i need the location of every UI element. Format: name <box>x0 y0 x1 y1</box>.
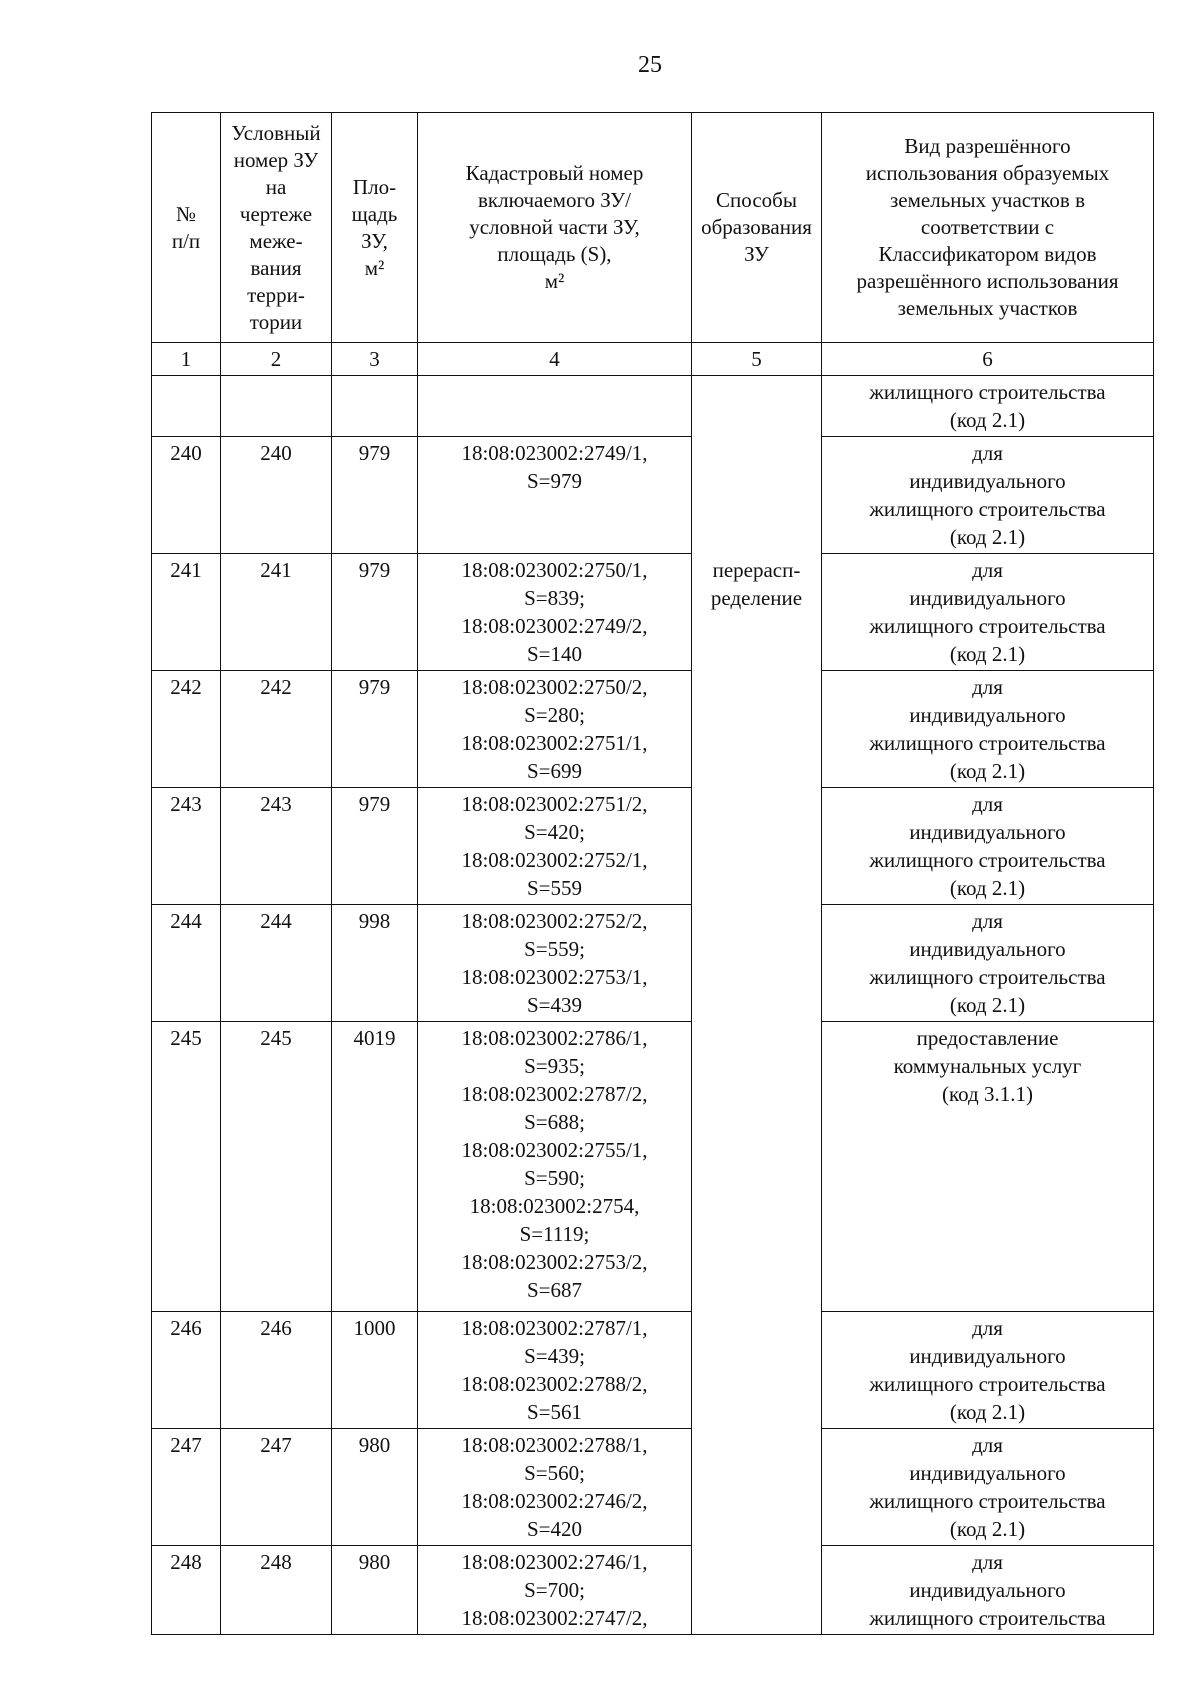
conditional-number: 242 <box>221 671 332 788</box>
conditional-number: 248 <box>221 1546 332 1635</box>
table-row <box>152 905 1154 1022</box>
table-row <box>152 671 1154 788</box>
header-row <box>152 113 1154 343</box>
table-row <box>152 1546 1154 1635</box>
column-number: 2 <box>221 343 332 376</box>
table-row <box>152 1312 1154 1429</box>
plot-area: 998 <box>332 905 418 1022</box>
plot-area: 1000 <box>332 1312 418 1429</box>
row-number: 248 <box>152 1546 221 1635</box>
cadastral-numbers: 18:08:023002:2787/1, S=439; 18:08:023002:2788/2, S=561 <box>418 1312 692 1429</box>
conditional-number: 241 <box>221 554 332 671</box>
row-number: 244 <box>152 905 221 1022</box>
permitted-use: для индивидуального жилищного строительства (код 2.1) <box>822 905 1154 1022</box>
permitted-use: для индивидуального жилищного строительства (код 2.1) <box>822 437 1154 554</box>
header-permitted-use: Вид разрешённого использования образуемых земельных участков в соответствии с Классификатором видов разрешённого использования земельных участков <box>822 113 1154 343</box>
column-number: 4 <box>418 343 692 376</box>
row-number: 243 <box>152 788 221 905</box>
permitted-use: для индивидуального жилищного строительства <box>822 1546 1154 1635</box>
table-row <box>152 788 1154 905</box>
plot-area: 979 <box>332 437 418 554</box>
plot-area: 980 <box>332 1546 418 1635</box>
column-number: 1 <box>152 343 221 376</box>
plot-area: 979 <box>332 554 418 671</box>
cadastral-numbers: 18:08:023002:2752/2, S=559; 18:08:023002:2753/1, S=439 <box>418 905 692 1022</box>
conditional-number: 245 <box>221 1022 332 1312</box>
permitted-use: для индивидуального жилищного строительства (код 2.1) <box>822 671 1154 788</box>
land-plots-table <box>151 112 1154 1635</box>
row-number: 247 <box>152 1429 221 1546</box>
cadastral-numbers: 18:08:023002:2746/1, S=700; 18:08:023002:2747/2, <box>418 1546 692 1635</box>
header-number: № п/п <box>152 113 221 343</box>
cadastral-numbers: 18:08:023002:2749/1, S=979 <box>418 437 692 554</box>
conditional-number: 246 <box>221 1312 332 1429</box>
row-number: 240 <box>152 437 221 554</box>
formation-method: перерасп- ределение <box>692 554 822 1635</box>
permitted-use: для индивидуального жилищного строительства (код 2.1) <box>822 554 1154 671</box>
table-row <box>152 437 1154 554</box>
permitted-use: для индивидуального жилищного строительства (код 2.1) <box>822 1312 1154 1429</box>
table-row <box>152 1429 1154 1546</box>
cadastral-numbers: 18:08:023002:2751/2, S=420; 18:08:023002:2752/1, S=559 <box>418 788 692 905</box>
table-row <box>152 1022 1154 1312</box>
cadastral-numbers: 18:08:023002:2788/1, S=560; 18:08:023002:2746/2, S=420 <box>418 1429 692 1546</box>
plot-area: 980 <box>332 1429 418 1546</box>
continuation-row <box>152 376 1154 437</box>
row-number: 246 <box>152 1312 221 1429</box>
column-number-row <box>152 343 1154 376</box>
conditional-number: 244 <box>221 905 332 1022</box>
table-row <box>152 554 1154 671</box>
plot-area: 4019 <box>332 1022 418 1312</box>
column-number: 5 <box>692 343 822 376</box>
permitted-use: для индивидуального жилищного строительства (код 2.1) <box>822 788 1154 905</box>
row-number: 242 <box>152 671 221 788</box>
permitted-use: предоставление коммунальных услуг (код 3.1.1) <box>822 1022 1154 1312</box>
header-cadastral-number: Кадастровый номер включаемого ЗУ/ условной части ЗУ, площадь (S), м² <box>418 113 692 343</box>
conditional-number: 247 <box>221 1429 332 1546</box>
page-number: 25 <box>638 52 662 78</box>
row-number: 241 <box>152 554 221 671</box>
conditional-number: 243 <box>221 788 332 905</box>
header-formation-method: Способы образования ЗУ <box>692 113 822 343</box>
permitted-use: для индивидуального жилищного строительства (код 2.1) <box>822 1429 1154 1546</box>
column-number: 3 <box>332 343 418 376</box>
conditional-number: 240 <box>221 437 332 554</box>
cadastral-numbers: 18:08:023002:2750/1, S=839; 18:08:023002:2749/2, S=140 <box>418 554 692 671</box>
header-conditional-number: Условный номер ЗУ на чертеже меже- вания терри- тории <box>221 113 332 343</box>
cadastral-numbers: 18:08:023002:2750/2, S=280; 18:08:023002:2751/1, S=699 <box>418 671 692 788</box>
column-number: 6 <box>822 343 1154 376</box>
cadastral-numbers: 18:08:023002:2786/1, S=935; 18:08:023002:2787/2, S=688; 18:08:023002:2755/1, S=590; 18:08:023002:2754, S=1119; 18:08:023002:2753/2, S=687 <box>418 1022 692 1312</box>
plot-area: 979 <box>332 671 418 788</box>
row-number: 245 <box>152 1022 221 1312</box>
header-area: Пло- щадь ЗУ, м² <box>332 113 418 343</box>
permitted-use-continuation: жилищного строительства (код 2.1) <box>822 376 1154 437</box>
plot-area: 979 <box>332 788 418 905</box>
